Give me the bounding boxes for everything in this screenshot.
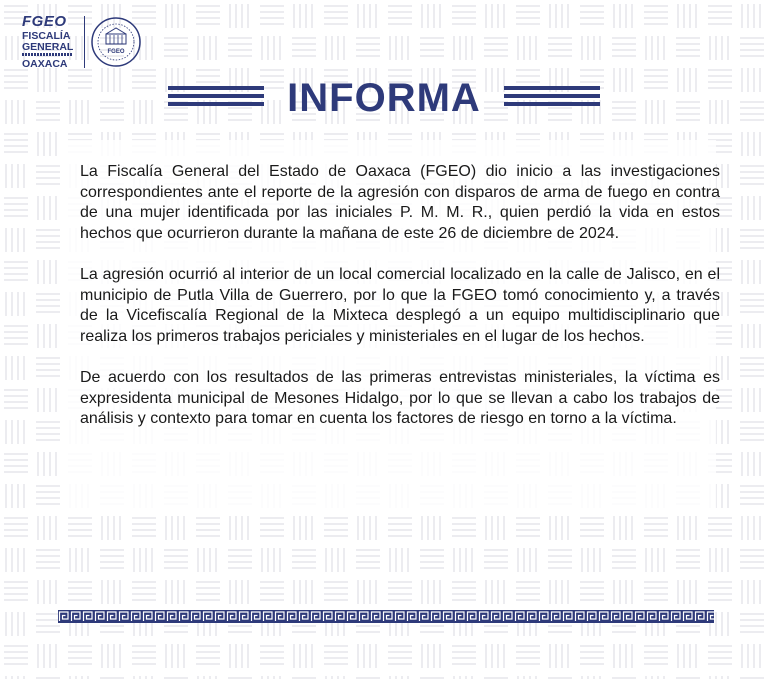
logo-word-general: GENERAL — [22, 40, 74, 53]
logo-word-oaxaca: OAXACA — [22, 58, 68, 70]
paragraph-3: De acuerdo con los resultados de las primeras entrevistas ministeriales, la víctima es expresidenta municipal de Mesones Hidalgo, por lo que se llevan a cabo los trabajos de análisis y contexto para tomar en cuenta los factores de riesgo en torno a la víctima. — [80, 369, 720, 427]
header-stripes-right — [504, 86, 600, 110]
logo-word-fiscalia: FISCALÍA — [22, 30, 71, 42]
logo-abbr: FGEO — [22, 13, 67, 30]
footer-fret-border — [58, 610, 714, 623]
logo-divider — [84, 16, 85, 68]
header-stripes-left — [168, 86, 264, 110]
logo-subline — [22, 53, 72, 56]
fgeo-wordmark — [22, 14, 78, 70]
fgeo-logo — [22, 14, 152, 72]
paragraph-2: La agresión ocurrió al interior de un local comercial localizado en la calle de Jalisco, en el municipio de Putla Villa de Guerrero, por lo que la FGEO tomó conocimiento y, a través de la Vicefiscalía Regional de la Mixteca desplegó a un equipo multidisciplinario que realiza los primeros trabajos periciales y ministeriales en el lugar de los hechos. — [80, 266, 720, 345]
institutional-seal-icon — [90, 16, 142, 68]
press-release-body — [80, 162, 720, 451]
seal-label: FGEO — [107, 49, 125, 55]
header — [168, 78, 600, 118]
paragraph-1: La Fiscalía General del Estado de Oaxaca (FGEO) dio inicio a las investigaciones correspondientes ante el reporte de la agresión con disparos de arma de fuego en contra de una mujer identificada por las iniciales P. M. M. R., quien perdió la vida en estos hechos que ocurrieron durante la mañana de este 26 de diciembre de 2024. — [80, 163, 720, 242]
page-title: INFORMA — [287, 76, 481, 120]
fret-pattern-icon — [58, 610, 714, 623]
